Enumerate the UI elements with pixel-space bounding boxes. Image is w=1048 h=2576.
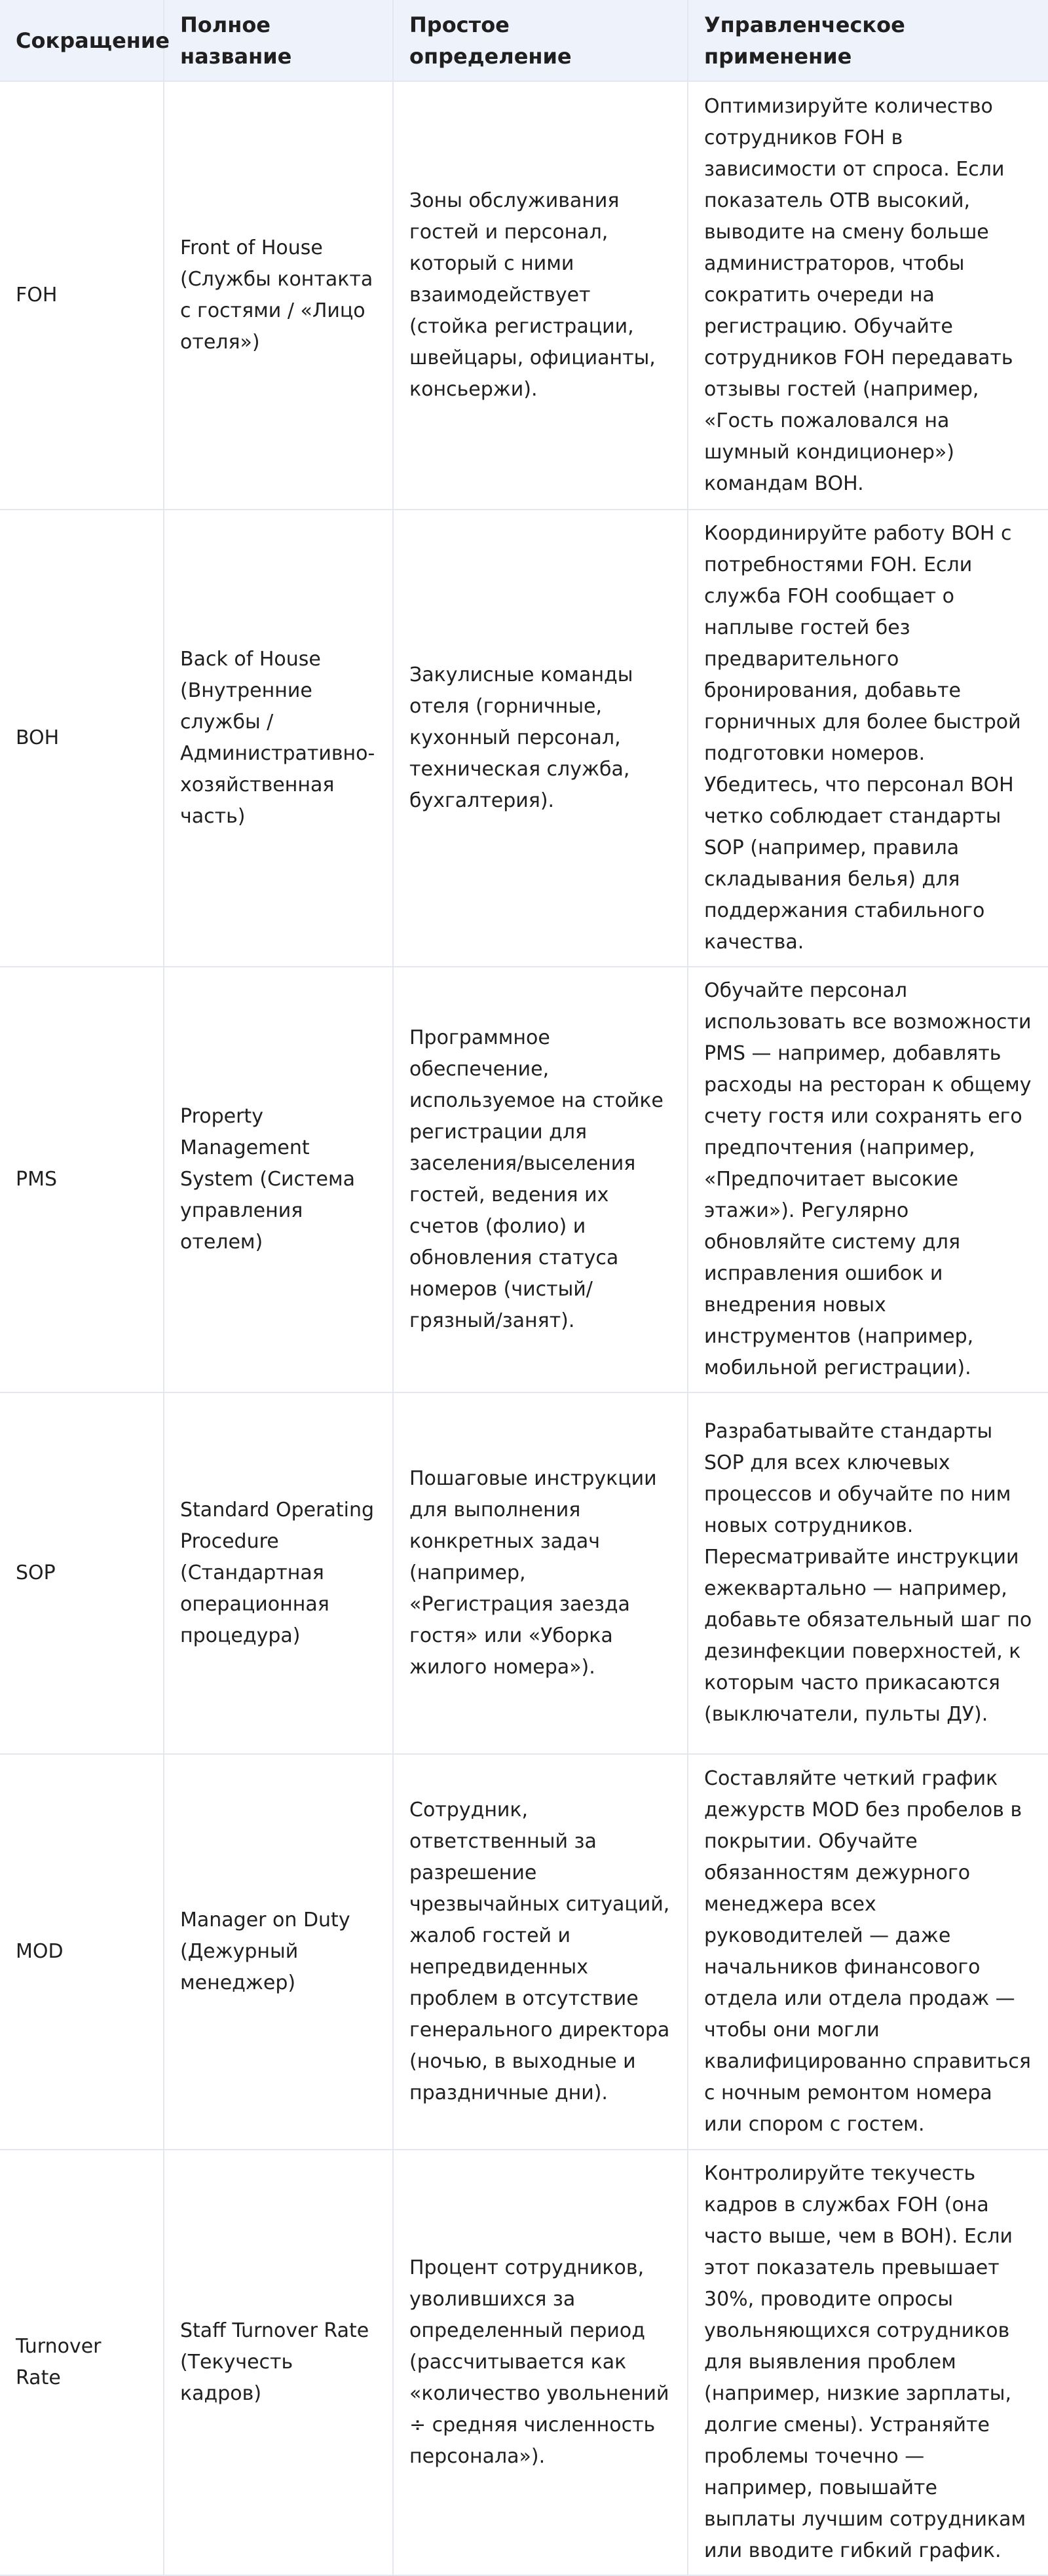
cell-full-name: Manager on Duty (Дежурный менеджер)	[164, 1754, 393, 2150]
cell-abbreviation: BOH	[0, 510, 164, 967]
cell-full-name: Property Management System (Система управления отелем)	[164, 967, 393, 1392]
header-abbreviation: Сокращение	[0, 0, 164, 81]
cell-definition: Сотрудник, ответственный за разрешение чрезвычайных ситуаций, жалоб гостей и непредвиденных проблем в отсутствие генерального директора (ночью, в выходные и праздничные дни).	[393, 1754, 688, 2150]
table-row	[0, 81, 1048, 510]
table-header	[0, 0, 1048, 81]
cell-application: Разрабатывайте стандарты SOP для всех ключевых процессов и обучайте по ним новых сотрудников. Пересматривайте инструкции ежеквартально — например, добавьте обязательный шаг по дезинфекции поверхностей, к которым часто прикасаются (выключатели, пульты ДУ).	[688, 1392, 1048, 1754]
table-row	[0, 2150, 1048, 2575]
cell-definition: Процент сотрудников, уволившихся за определенный период (рассчитывается как «количество увольнений ÷ средняя численность персонала»).	[393, 2150, 688, 2575]
header-management-application: Управленческое применение	[688, 0, 1048, 81]
cell-application: Координируйте работу BOH с потребностями FOH. Если служба FOH сообщает о наплыве гостей без предварительного бронирования, добавьте горничных для более быстрой подготовки номеров. Убедитесь, что персонал BOH четко соблюдает стандарты SOP (например, правила складывания белья) для поддержания стабильного качества.	[688, 510, 1048, 967]
cell-full-name: Front of House (Службы контакта с гостями / «Лицо отеля»)	[164, 81, 393, 510]
cell-application: Составляйте четкий график дежурств MOD без пробелов в покрытии. Обучайте обязанностям дежурного менеджера всех руководителей — даже начальников финансового отдела или отдела продаж — чтобы они могли квалифицированно справиться с ночным ремонтом номера или спором с гостем.	[688, 1754, 1048, 2150]
cell-full-name: Staff Turnover Rate (Текучесть кадров)	[164, 2150, 393, 2575]
header-full-name: Полное название	[164, 0, 393, 81]
cell-definition: Зоны обслуживания гостей и персонал, который с ними взаимодействует (стойка регистрации, швейцары, официанты, консьержи).	[393, 81, 688, 510]
table-row	[0, 1754, 1048, 2150]
cell-application: Контролируйте текучесть кадров в службах FOH (она часто выше, чем в BOH). Если этот показатель превышает 30%, проводите опросы увольняющихся сотрудников для выявления проблем (например, низкие зарплаты, долгие смены). Устраняйте проблемы точечно — например, повышайте выплаты лучшим сотрудникам или вводите гибкий график.	[688, 2150, 1048, 2575]
cell-abbreviation: Turnover Rate	[0, 2150, 164, 2575]
cell-application: Обучайте персонал использовать все возможности PMS — например, добавлять расходы на ресторан к общему счету гостя или сохранять его предпочтения (например, «Предпочитает высокие этажи»). Регулярно обновляйте систему для исправления ошибок и внедрения новых инструментов (например, мобильной регистрации).	[688, 967, 1048, 1392]
table-body	[0, 81, 1048, 2575]
header-row	[0, 0, 1048, 81]
cell-full-name: Standard Operating Procedure (Стандартная операционная процедура)	[164, 1392, 393, 1754]
table-row	[0, 510, 1048, 967]
cell-abbreviation: PMS	[0, 967, 164, 1392]
cell-definition: Пошаговые инструкции для выполнения конкретных задач (например, «Регистрация заезда гостя» или «Уборка жилого номера»).	[393, 1392, 688, 1754]
cell-application: Оптимизируйте количество сотрудников FOH в зависимости от спроса. Если показатель OTB высокий, выводите на смену больше администраторов, чтобы сократить очереди на регистрацию. Обучайте сотрудников FOH передавать отзывы гостей (например, «Гость пожаловался на шумный кондиционер») командам BOH.	[688, 81, 1048, 510]
cell-definition: Закулисные команды отеля (горничные, кухонный персонал, техническая служба, бухгалтерия).	[393, 510, 688, 967]
cell-full-name: Back of House (Внутренние службы / Административно-хозяйственная часть)	[164, 510, 393, 967]
header-definition: Простое определение	[393, 0, 688, 81]
cell-definition: Программное обеспечение, используемое на стойке регистрации для заселения/выселения гостей, ведения их счетов (фолио) и обновления статуса номеров (чистый/грязный/занят).	[393, 967, 688, 1392]
cell-abbreviation: SOP	[0, 1392, 164, 1754]
table-row	[0, 1392, 1048, 1754]
table-row	[0, 967, 1048, 1392]
cell-abbreviation: MOD	[0, 1754, 164, 2150]
cell-abbreviation: FOH	[0, 81, 164, 510]
